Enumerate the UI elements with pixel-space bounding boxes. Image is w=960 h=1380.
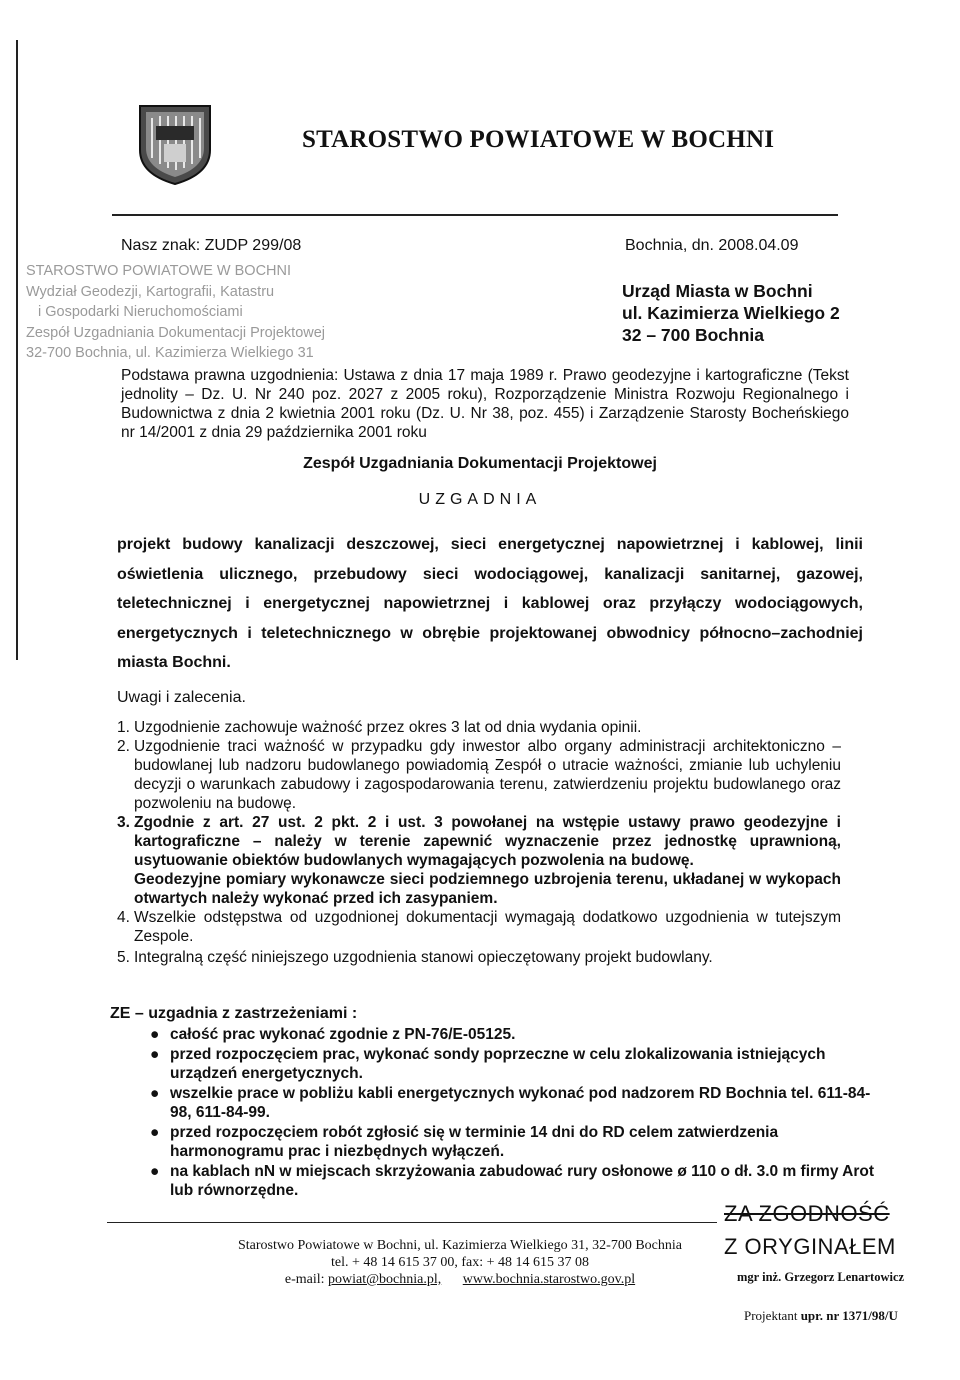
remark-text: Uzgodnienie zachowuje ważność przez okres 3 lat od dnia wydania opinii.: [134, 719, 642, 736]
office-title: STAROSTWO POWIATOWE W BOCHNI: [302, 126, 775, 153]
condition-item: [148, 1025, 878, 1044]
remark-text: Uzgodnienie traci ważność w przypadku gdy inwestor albo organy administracji architektoniczno – budowlanej lub nadzoru budowlanego powiadomią Zespół o utracie ważności, zmianie lub uchyleniu decyzji o warunkach zabudowy i zagospodarowania terenu, zatwierdzeniu projektu budowlanego oraz pozwoleniu na budowę.: [134, 738, 841, 812]
project-description: projekt budowy kanalizacji deszczowej, sieci energetycznej napowietrznej i kablowej, linii oświetlenia ulicznego, przebudowy sieci wodociągowej, kanalizacji sanitarnej, gazowej, teletechnicznej i energetycznej napowietrznej i kablowej oraz przyłączy wodociągowych, energetycznych i teletechnicznego w obrębie projektowanej obwodnicy północno–zachodniej miasta Bochni.: [117, 536, 863, 671]
legal-basis: Podstawa prawna uzgodnienia: Ustawa z dnia 17 maja 1989 r. Prawo geodezyjne i kartograficzne (Tekst jednolity – Dz. U. Nr 240 poz. 2027 z 2005 roku), Rozporządzenie Ministra Rozwoju Regionalnego i Budownictwa z dnia 2 kwietnia 2001 roku (Dz. U. Nr 38, poz. 455) i Zarządzenie Starosty Bocheńskiego nr 14/2001 z dnia 29 października 2001 roku: [121, 367, 849, 441]
condition-text: wszelkie prace w pobliżu kabli energetycznych wykonać pod nadzorem RD Bochnia tel. 611-84-98, 611-84-99.: [170, 1085, 871, 1121]
remark-number: 4.: [117, 909, 130, 926]
signatory-license: upr. nr 1371/98/U: [800, 1308, 898, 1323]
team-name: Zespół Uzgadniania Dokumentacji Projektowej: [303, 455, 657, 472]
stamp-line: Wydział Geodezji, Kartografii, Katastru: [26, 283, 275, 300]
scan-edge-line: [16, 40, 18, 660]
remark-extra-text: Geodezyjne pomiary wykonawcze sieci podziemnego uzbrojenia terenu, układanej w wykopach otwartych należy wykonać przed ich zasypaniem.: [134, 871, 841, 907]
remark-item: [117, 718, 841, 737]
condition-item: [148, 1123, 878, 1161]
remark-item: [117, 908, 841, 946]
recipient-line: 32 – 700 Bochnia: [622, 325, 765, 345]
bullet-icon: ●: [150, 1124, 160, 1141]
condition-text: całość prac wykonać zgodnie z PN-76/E-05125.: [170, 1026, 516, 1043]
footer-address: Starostwo Powiatowe w Bochni, ul. Kazimierza Wielkiego 31, 32-700 Bochnia: [238, 1238, 682, 1253]
remark-text: Integralną część niniejszego uzgodnienia stanowi opieczętowany projekt budowlany.: [134, 949, 713, 966]
footer-contact: [190, 1237, 730, 1288]
recipient-line: Urząd Miasta w Bochni: [622, 281, 813, 301]
bullet-icon: ●: [150, 1163, 160, 1180]
certification-stamp-line2: Z ORYGINAŁEM: [724, 1234, 896, 1259]
letter-date: Bochnia, dn. 2008.04.09: [625, 237, 799, 254]
remarks-list: [117, 718, 841, 967]
signatory-role-prefix: Projektant: [744, 1308, 798, 1323]
reference-number: Nasz znak: ZUDP 299/08: [121, 237, 302, 254]
certification-line1-text: ZA ZGODNOŚĆ: [724, 1201, 890, 1226]
recipient-address: [622, 280, 840, 346]
remark-number: 1.: [117, 719, 130, 736]
footer-website-link[interactable]: www.bochnia.starostwo.gov.pl: [462, 1272, 636, 1287]
remarks-heading: Uwagi i zalecenia.: [117, 689, 246, 706]
certification-stamp-line1: [724, 1201, 890, 1227]
stamp-line: 32-700 Bochnia, ul. Kazimierza Wielkiego 31: [26, 345, 314, 361]
office-stamp: [26, 261, 356, 364]
remark-number: 2.: [117, 738, 130, 755]
remark-item: [117, 737, 841, 813]
condition-item: [148, 1162, 878, 1200]
bullet-icon: ●: [150, 1085, 160, 1102]
condition-text: przed rozpoczęciem prac, wykonać sondy poprzeczne w celu zlokalizowania istniejących urządzeń energetycznych.: [170, 1046, 826, 1082]
signatory-role: [744, 1308, 898, 1324]
signatory-name: mgr inż. Grzegorz Lenartowicz: [737, 1270, 905, 1284]
footer-phones: tel. + 48 14 615 37 00, fax: + 48 14 615 37 08: [330, 1255, 590, 1270]
remark-number: 3.: [117, 814, 130, 831]
condition-text: na kablach nN w miejscach skrzyżowania zabudować rury osłonowe ø 110 o dł. 3.0 m firmy Arot lub równorzędne.: [170, 1163, 875, 1199]
conditions-list: [148, 1025, 878, 1201]
stamp-line: STAROSTWO POWIATOWE W BOCHNI: [26, 263, 292, 279]
recipient-line: ul. Kazimierza Wielkiego 2: [622, 303, 840, 323]
conditions-heading: ZE – uzgadnia z zastrzeżeniami :: [110, 1005, 358, 1022]
remark-item: [117, 813, 841, 908]
condition-item: [148, 1045, 878, 1083]
stamp-line: i Gospodarki Nieruchomościami: [38, 304, 243, 320]
footer-email-link[interactable]: powiat@bochnia.pl,: [328, 1272, 442, 1287]
remark-text: Wszelkie odstępstwa od uzgodnionej dokumentacji wymagają dodatkowo uzgodnienia w tutejszym Zespole.: [134, 909, 841, 945]
condition-item: [148, 1084, 878, 1122]
footer-email-label: e-mail:: [284, 1272, 325, 1287]
bullet-icon: ●: [150, 1046, 160, 1063]
condition-text: przed rozpoczęciem robót zgłosić się w terminie 14 dni do RD celem zatwierdzenia harmonogramu prac i niezbędnych wyłączeń.: [170, 1124, 779, 1160]
footer-divider: [107, 1222, 717, 1223]
bullet-icon: ●: [150, 1026, 160, 1043]
remark-number: 5.: [117, 949, 130, 966]
remark-item: [117, 948, 841, 967]
stamp-line: Zespół Uzgadniania Dokumentacji Projektowej: [26, 324, 326, 341]
coat-of-arms-icon: [138, 104, 212, 186]
header-divider: [112, 214, 838, 216]
verdict: UZGADNIA: [418, 491, 542, 508]
remark-text: Zgodnie z art. 27 ust. 2 pkt. 2 i ust. 3 powołanej na wstępie ustawy prawo geodezyjne i kartograficzne – należy w terenie zapewnić wyznaczenie przez jednostkę uprawnioną, usytuowanie obiektów budowlanych wymagających pozwolenia na budowę.: [134, 814, 841, 869]
